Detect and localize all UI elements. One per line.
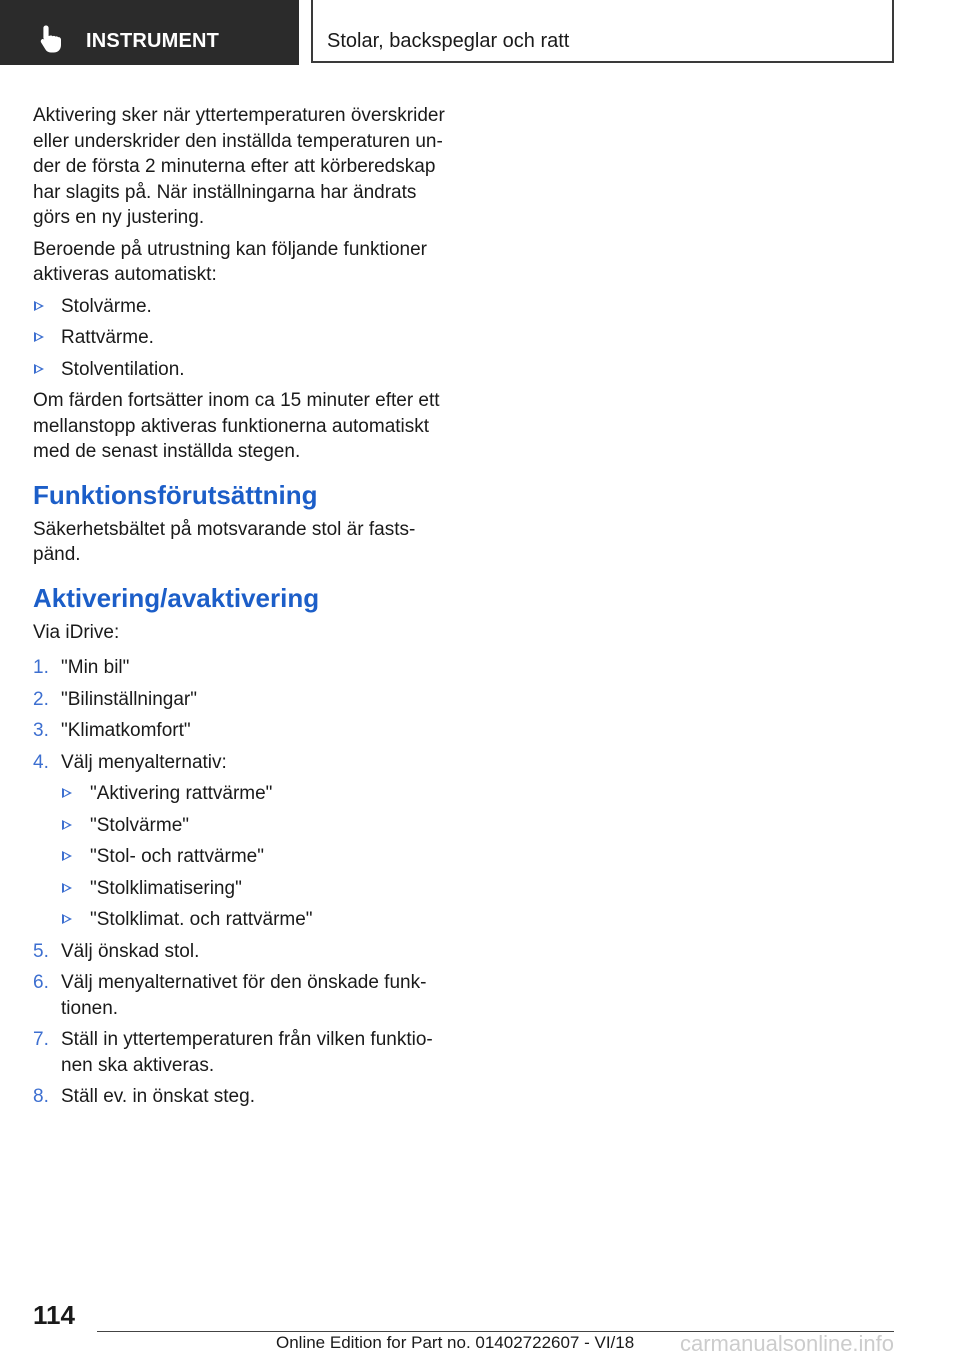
list-item — [33, 357, 453, 383]
triangle-bullet-icon — [62, 883, 72, 893]
step-number: 4. — [33, 751, 49, 773]
chapter-title: Stolar, backspeglar och ratt — [327, 30, 570, 52]
continuation-paragraph: Om färden fortsätter inom ca 15 minuter efter ett mellanstopp aktiveras funktionerna automatiskt med de senast inställda stegen. — [33, 390, 440, 462]
step-item — [33, 750, 453, 933]
triangle-bullet-icon — [62, 914, 72, 924]
steps-list — [33, 655, 453, 1110]
section-heading: Aktivering/avaktivering — [33, 582, 320, 613]
step-number: 8. — [33, 1086, 49, 1107]
triangle-bullet-icon — [34, 364, 44, 374]
step-text: "Klimatkomfort" — [61, 720, 191, 741]
pointing-hand-icon — [38, 24, 64, 54]
step-number: 5. — [33, 940, 49, 962]
list-item-text: Stolvärme. — [61, 295, 152, 317]
list-item — [61, 844, 453, 870]
list-item-text: Rattvärme. — [61, 327, 154, 348]
step-number: 2. — [33, 688, 49, 710]
list-item — [61, 813, 453, 839]
main-content — [33, 103, 453, 1116]
step-text: Ställ ev. in önskat steg. — [61, 1086, 255, 1107]
step-number: 1. — [33, 657, 49, 678]
step-item — [33, 939, 453, 965]
step-text: Ställ in yttertemperaturen från vilken funktio-nen ska aktiveras. — [61, 1029, 433, 1076]
step-text: "Bilinställningar" — [61, 688, 197, 710]
edition-note: Online Edition for Part no. 01402722607 - VI/18 — [276, 1333, 635, 1352]
list-item — [33, 294, 453, 320]
step-item — [33, 1084, 453, 1110]
step-item — [33, 655, 453, 681]
watermark: carmanualsonline.info — [680, 1331, 895, 1356]
section-text: Via iDrive: — [33, 621, 120, 643]
list-item-text: "Stolklimat. och rattvärme" — [90, 909, 313, 930]
list-item-text: "Stol- och rattvärme" — [90, 846, 264, 867]
triangle-bullet-icon — [62, 851, 72, 861]
step-number: 3. — [33, 720, 49, 741]
triangle-bullet-icon — [62, 788, 72, 798]
step-text: Välj önskad stol. — [61, 940, 200, 962]
intro-paragraph: Beroende på utrustning kan följande funktioner aktiveras automatiskt: — [33, 238, 427, 285]
list-item — [61, 876, 453, 902]
step-number: 6. — [33, 972, 49, 993]
step-number: 7. — [33, 1029, 49, 1050]
section-text: Säkerhetsbältet på motsvarande stol är fasts-pänd. — [33, 518, 416, 565]
list-item — [33, 325, 453, 351]
step-text: Välj menyalternativ: — [61, 751, 227, 773]
list-item — [61, 781, 453, 807]
menu-options-list — [61, 781, 453, 933]
triangle-bullet-icon — [62, 820, 72, 830]
section-tab — [0, 0, 299, 65]
intro-paragraph: Aktivering sker när yttertemperaturen överskrider eller underskrider den inställda temperaturen un-der de första 2 minuterna efter att körberedskap har slagits på. När inställningarna har ändrats görs en ny justering. — [33, 105, 445, 228]
step-item — [33, 687, 453, 713]
section-heading: Funktionsförutsättning — [33, 479, 318, 510]
list-item — [61, 907, 453, 933]
section-label: INSTRUMENT — [86, 30, 220, 52]
list-item-text: Stolventilation. — [61, 358, 185, 380]
list-item-text: "Stolvärme" — [90, 814, 190, 836]
auto-functions-list — [33, 294, 453, 383]
triangle-bullet-icon — [34, 332, 44, 342]
step-item — [33, 718, 453, 744]
step-text: "Min bil" — [61, 657, 130, 678]
step-text: Välj menyalternativet för den önskade funk-tionen. — [61, 972, 427, 1019]
step-item — [33, 970, 453, 1021]
list-item-text: "Stolklimatisering" — [90, 877, 242, 899]
list-item-text: "Aktivering rattvärme" — [90, 783, 273, 804]
step-item — [33, 1027, 453, 1078]
chapter-header — [311, 0, 894, 63]
triangle-bullet-icon — [34, 301, 44, 311]
page-number: 114 — [33, 1300, 75, 1330]
